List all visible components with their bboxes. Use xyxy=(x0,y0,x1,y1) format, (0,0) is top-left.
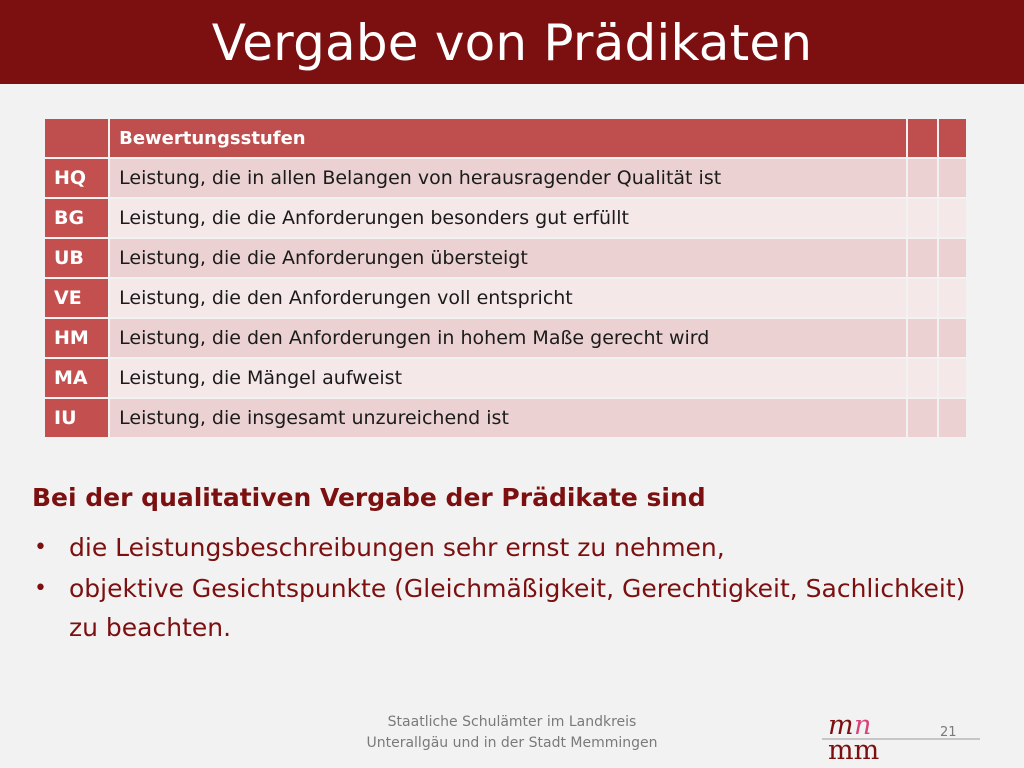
row-extra-cell xyxy=(939,399,966,437)
row-extra-cell xyxy=(908,399,937,437)
grades-table xyxy=(43,117,968,439)
row-extra-cell xyxy=(939,279,966,317)
table-row xyxy=(45,359,966,397)
row-code: VE xyxy=(45,279,108,317)
row-extra-cell xyxy=(908,359,937,397)
bullet-list xyxy=(32,528,982,647)
row-extra-cell xyxy=(939,359,966,397)
row-code: HM xyxy=(45,319,108,357)
body-text xyxy=(32,478,982,649)
row-extra-cell xyxy=(939,239,966,277)
lead-text: Bei der qualitativen Vergabe der Prädikate sind xyxy=(32,483,706,512)
header-empty-cell xyxy=(45,119,108,157)
row-description: Leistung, die den Anforderungen voll entspricht xyxy=(110,279,906,317)
bullet-text: objektive Gesichtspunkte (Gleichmäßigkeit, Gerechtigkeit, Sachlichkeit) zu beachten. xyxy=(69,574,966,642)
row-description: Leistung, die in allen Belangen von herausragender Qualität ist xyxy=(110,159,906,197)
row-description: Leistung, die die Anforderungen besonders gut erfüllt xyxy=(110,199,906,237)
school-logo xyxy=(822,712,982,762)
table-header-row xyxy=(45,119,966,157)
row-code: MA xyxy=(45,359,108,397)
bullet-item xyxy=(32,569,982,647)
row-description: Leistung, die Mängel aufweist xyxy=(110,359,906,397)
logo-letters-mm: mm xyxy=(828,735,880,762)
row-extra-cell xyxy=(908,279,937,317)
logo-letter-m: m xyxy=(828,712,854,741)
row-code: UB xyxy=(45,239,108,277)
page-number: 21 xyxy=(940,725,957,740)
bullet-text: die Leistungsbeschreibungen sehr ernst zu nehmen, xyxy=(69,533,725,562)
row-extra-cell xyxy=(908,159,937,197)
header-extra-cell xyxy=(939,119,966,157)
table-header: Bewertungsstufen xyxy=(110,119,906,157)
footer-line: Unterallgäu und in der Stadt Memmingen xyxy=(366,735,658,751)
bullet-icon: • xyxy=(34,535,47,560)
row-description: Leistung, die insgesamt unzureichend ist xyxy=(110,399,906,437)
row-extra-cell xyxy=(939,319,966,357)
row-extra-cell xyxy=(908,199,937,237)
table-row xyxy=(45,399,966,437)
row-extra-cell xyxy=(908,239,937,277)
row-extra-cell xyxy=(908,319,937,357)
row-code: HQ xyxy=(45,159,108,197)
row-extra-cell xyxy=(939,159,966,197)
row-code: BG xyxy=(45,199,108,237)
bullet-icon: • xyxy=(34,576,47,601)
footer-line: Staatliche Schulämter im Landkreis xyxy=(387,714,637,730)
row-description: Leistung, die die Anforderungen übersteigt xyxy=(110,239,906,277)
header-extra-cell xyxy=(908,119,937,157)
bullet-item xyxy=(32,528,982,567)
table-row xyxy=(45,279,966,317)
row-extra-cell xyxy=(939,199,966,237)
table-row xyxy=(45,319,966,357)
table-row xyxy=(45,199,966,237)
slide-title: Vergabe von Prädikaten xyxy=(211,14,813,72)
logo-letter-n: n xyxy=(854,712,872,741)
row-code: IU xyxy=(45,399,108,437)
row-description: Leistung, die den Anforderungen in hohem Maße gerecht wird xyxy=(110,319,906,357)
table-row xyxy=(45,159,966,197)
table-row xyxy=(45,239,966,277)
footer-text xyxy=(340,712,684,754)
